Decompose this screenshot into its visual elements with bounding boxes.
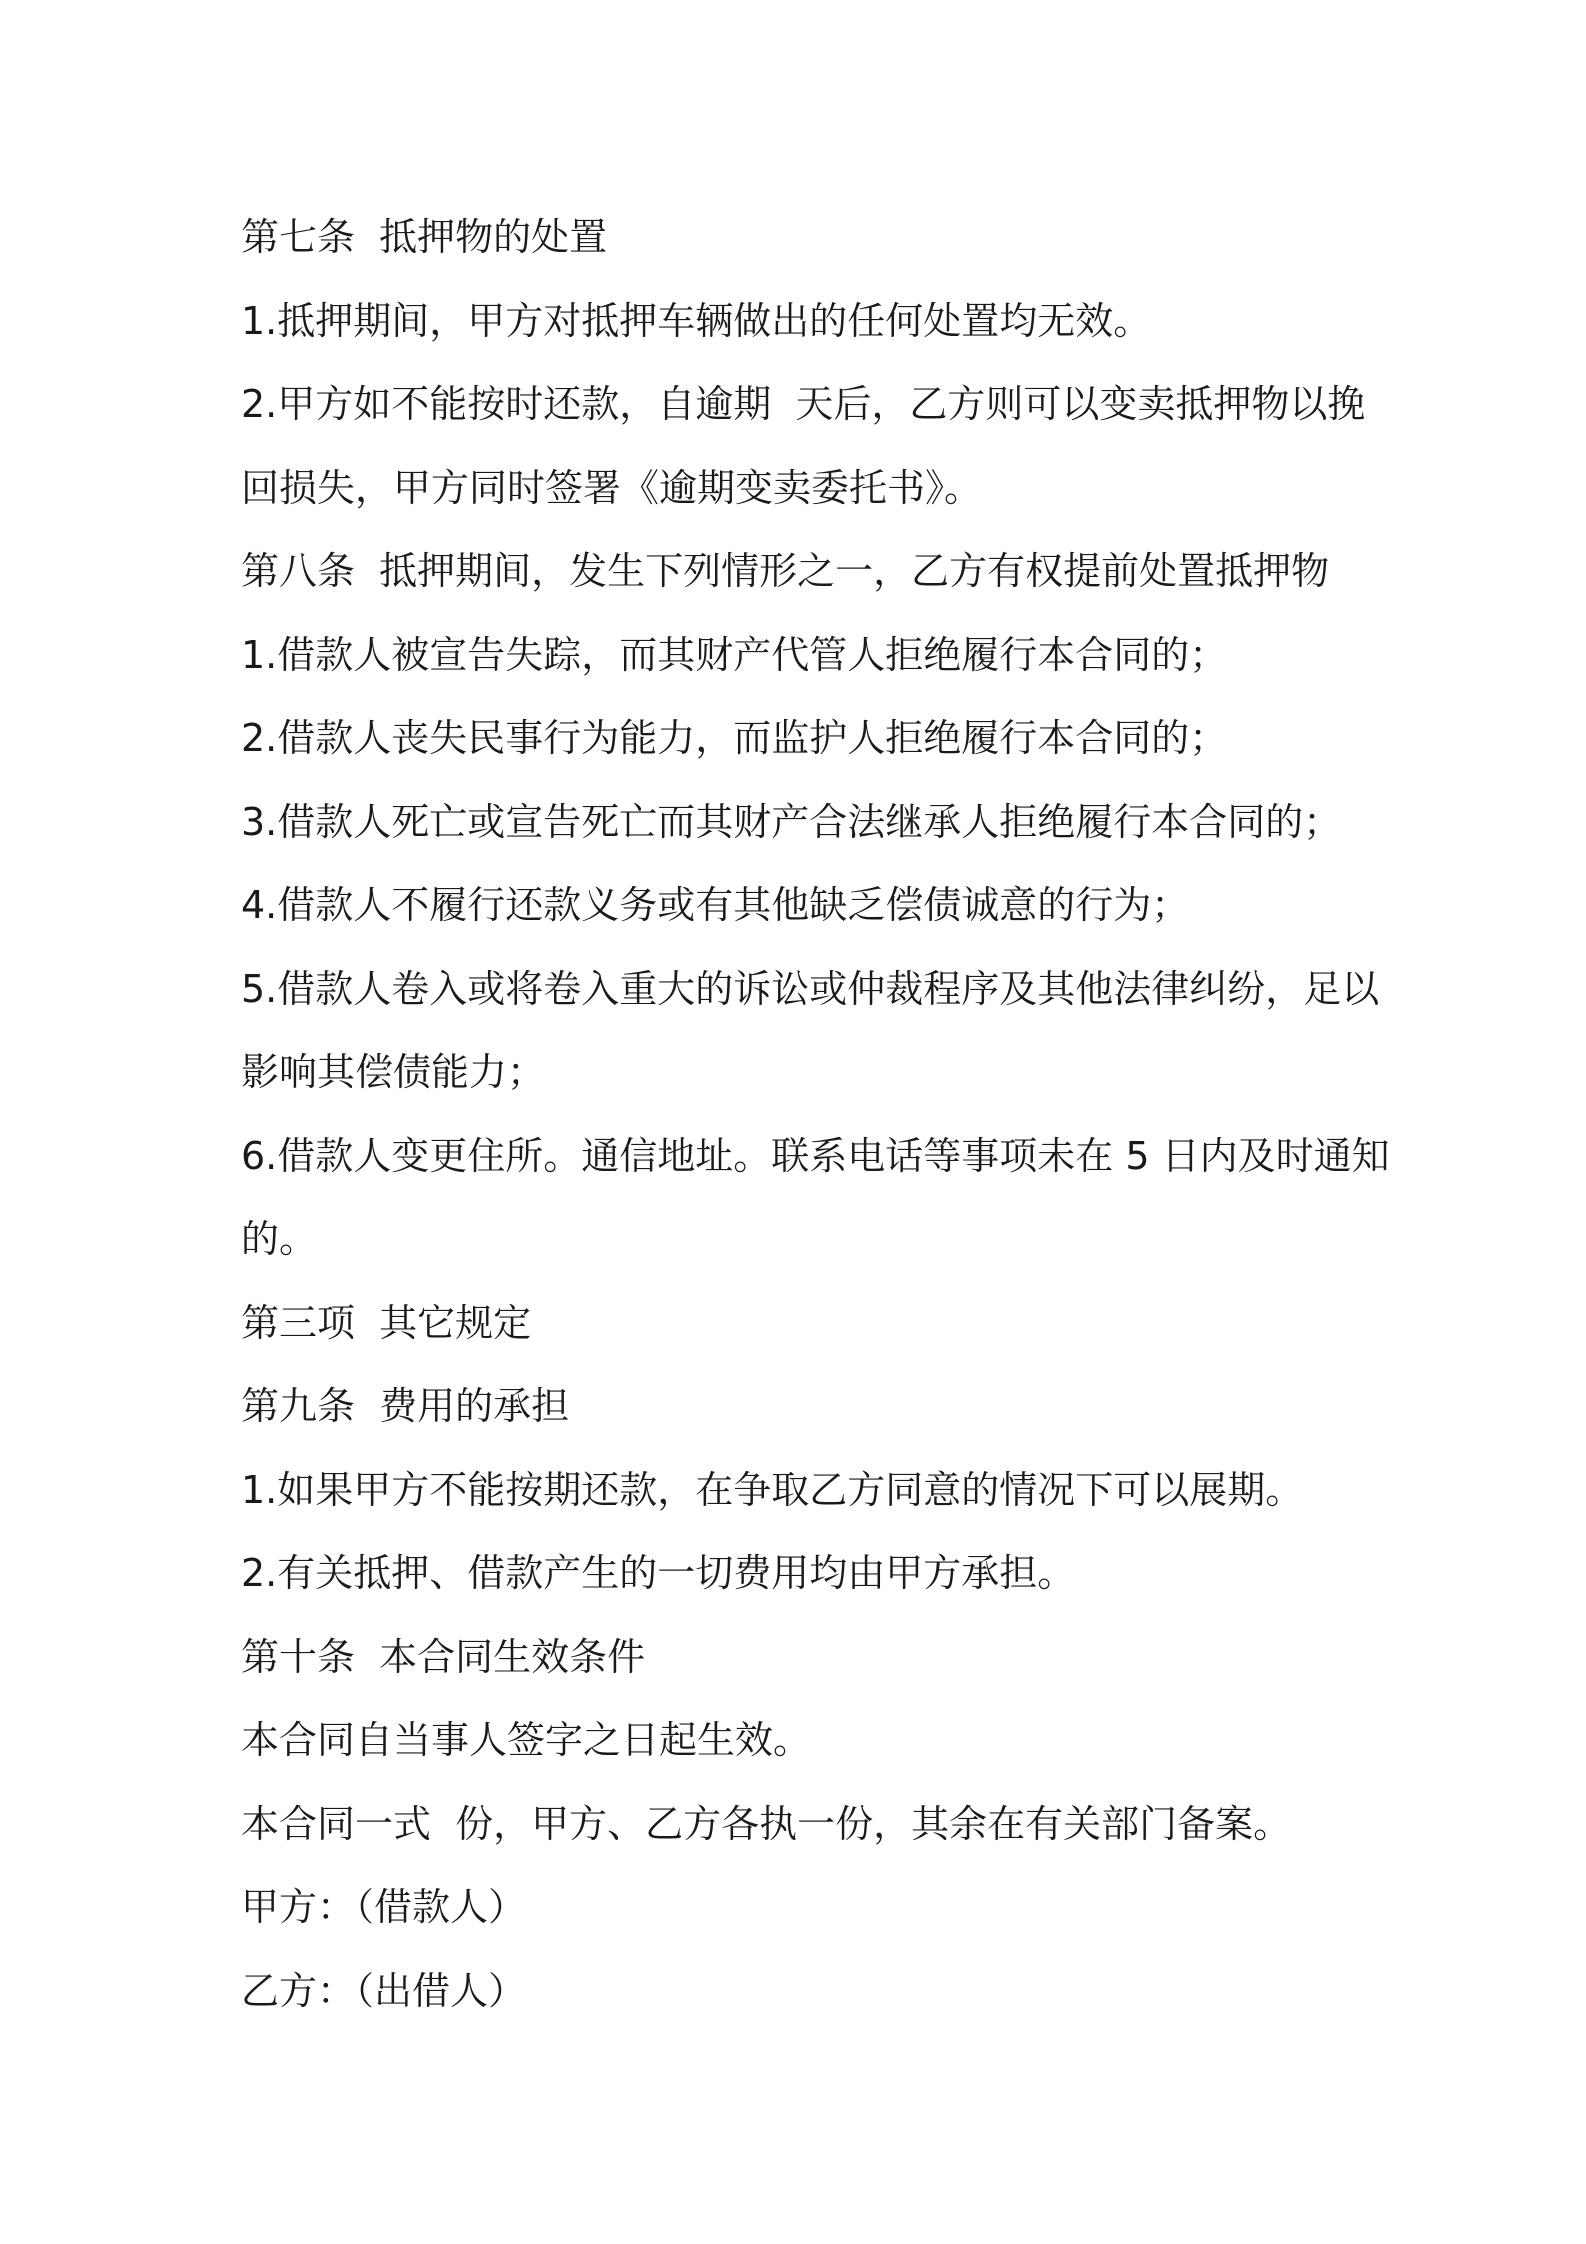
article-8-clause-6-line-1: 6.借款人变更住所。通信地址。联系电话等事项未在 5 日内及时通知 (241, 1133, 1390, 1178)
article-9-clause-2: 2.有关抵押、借款产生的一切费用均由甲方承担。 (241, 1551, 1076, 1595)
article-10-effective-text: 本合同自当事人签字之日起生效。 (241, 1718, 812, 1762)
article-8-clause-5-line-2: 影响其偿债能力； (241, 1050, 546, 1094)
article-7-clause-2-line-2: 回损失，甲方同时签署《逾期变卖委托书》。 (241, 465, 983, 510)
article-10-copies-text: 本合同一式 份，甲方、乙方各执一份，其余在有关部门备案。 (241, 1801, 1292, 1846)
party-a-signature-label: 甲方：（借款人） (241, 1885, 527, 1929)
article-8-heading: 第八条 抵押期间，发生下列情形之一，乙方有权提前处置抵押物 (241, 549, 1330, 593)
article-8-clause-2: 2.借款人丧失民事行为能力，而监护人拒绝履行本合同的； (241, 716, 1228, 760)
article-8-clause-5-line-1: 5.借款人卷入或将卷入重大的诉讼或仲裁程序及其他法律纠纷，足以 (241, 966, 1380, 1011)
article-8-clause-1: 1.借款人被宣告失踪，而其财产代管人拒绝履行本合同的； (241, 632, 1228, 677)
article-7-clause-2-line-1: 2.甲方如不能按时还款，自逾期 天后，乙方则可以变卖抵押物以挽 (241, 382, 1366, 426)
section-3-heading: 第三项 其它规定 (241, 1300, 532, 1345)
article-7-heading: 第七条 抵押物的处置 (241, 215, 608, 259)
article-8-clause-4: 4.借款人不履行还款义务或有其他缺乏偿债诚意的行为； (241, 883, 1190, 927)
document-body (241, 196, 1390, 2033)
article-10-heading: 第十条 本合同生效条件 (241, 1634, 646, 1679)
article-7-clause-1: 1.抵押期间，甲方对抵押车辆做出的任何处置均无效。 (241, 298, 1152, 343)
party-b-signature-label: 乙方：（出借人） (241, 1968, 527, 2013)
article-9-clause-1: 1.如果甲方不能按期还款，在争取乙方同意的情况下可以展期。 (241, 1467, 1304, 1512)
article-9-heading: 第九条 费用的承担 (241, 1384, 570, 1428)
article-8-clause-6-line-2: 的。 (241, 1217, 318, 1261)
article-8-clause-3: 3.借款人死亡或宣告死亡而其财产合法继承人拒绝履行本合同的； (241, 799, 1342, 844)
